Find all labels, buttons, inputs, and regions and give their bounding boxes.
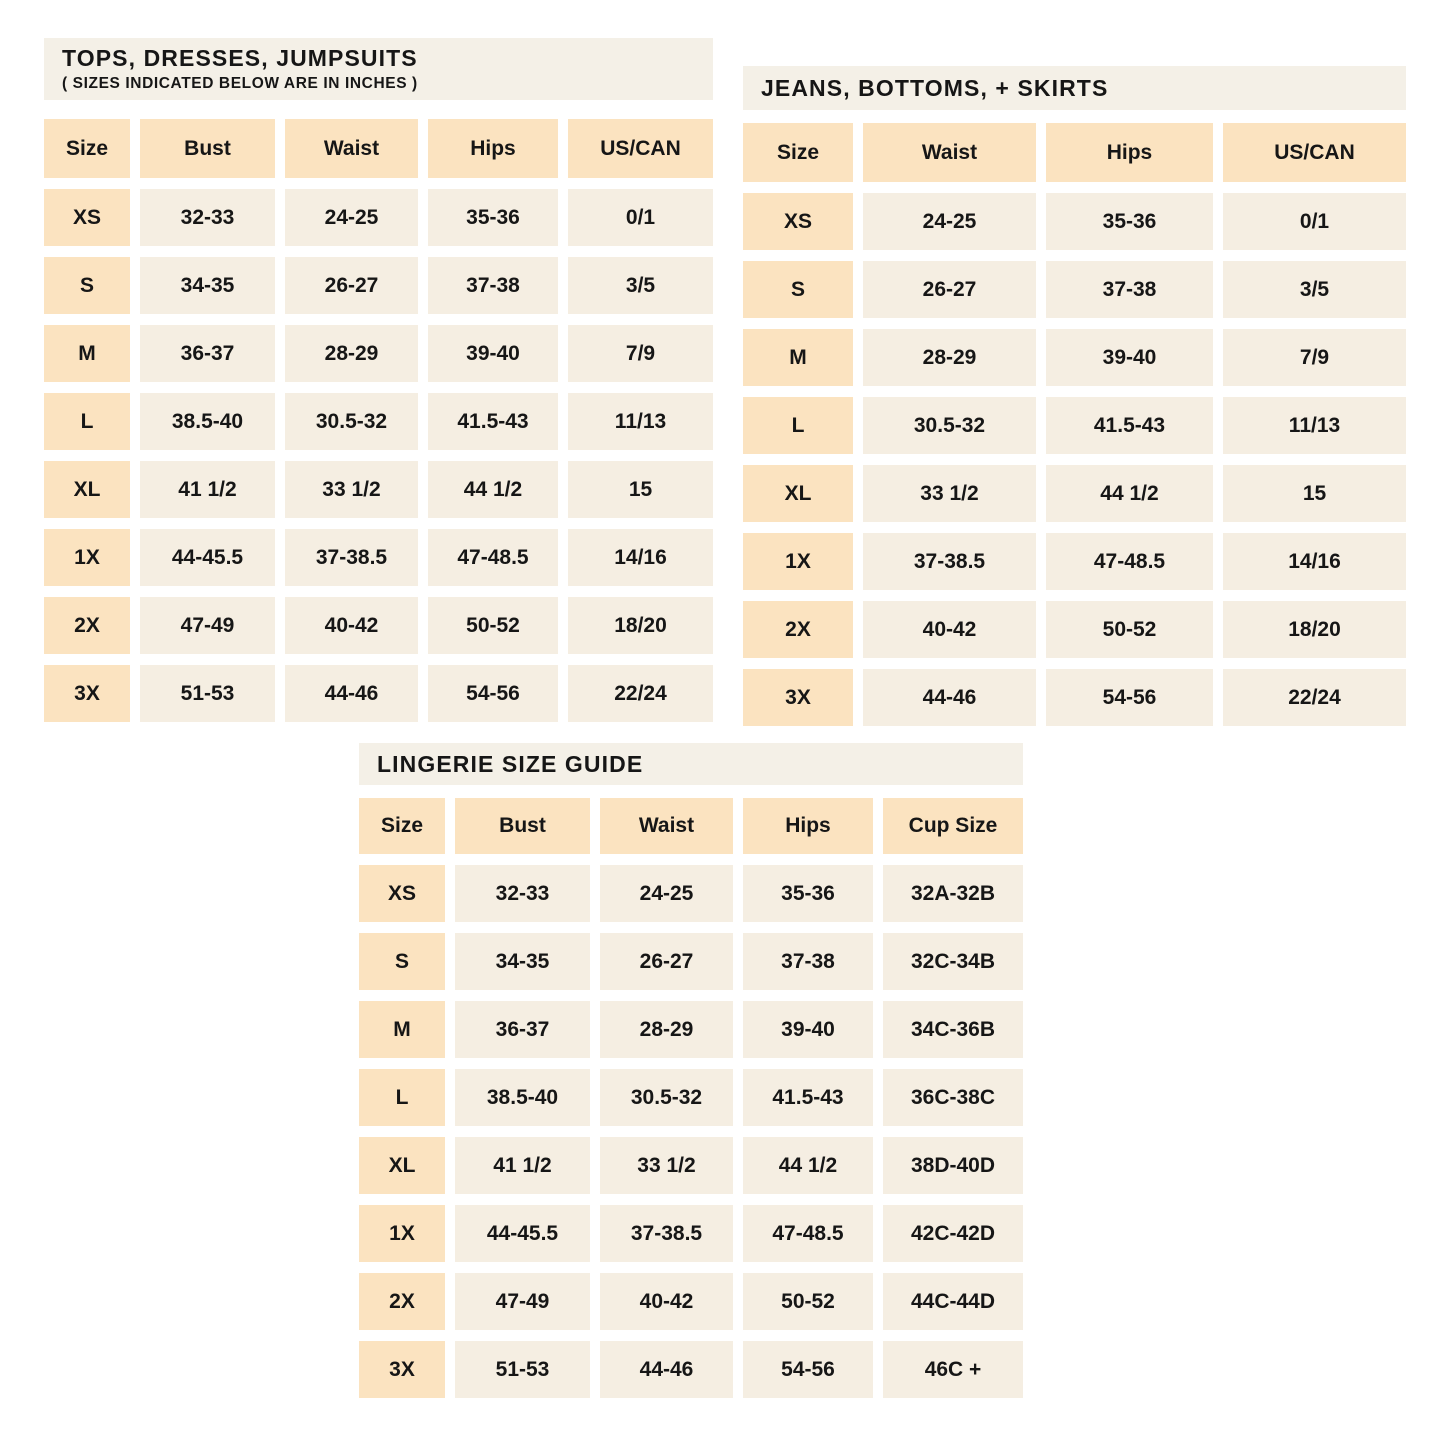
measurement-cell: 44-46 — [285, 665, 418, 722]
measurement-cell: 41.5-43 — [428, 393, 558, 450]
measurement-cell: 33 1/2 — [285, 461, 418, 518]
size-label-cell: 1X — [743, 533, 853, 590]
measurement-cell: 51-53 — [455, 1341, 590, 1398]
measurement-cell: 42C-42D — [883, 1205, 1023, 1262]
measurement-cell: 39-40 — [1046, 329, 1213, 386]
lingerie-title: LINGERIE SIZE GUIDE — [377, 750, 644, 777]
measurement-cell: 37-38.5 — [863, 533, 1036, 590]
column-header-cell: US/CAN — [1223, 123, 1406, 182]
measurement-cell: 54-56 — [743, 1341, 873, 1398]
size-label-cell: L — [359, 1069, 445, 1126]
measurement-cell: 24-25 — [600, 865, 733, 922]
measurement-cell: 41.5-43 — [1046, 397, 1213, 454]
measurement-cell: 32A-32B — [883, 865, 1023, 922]
tops-subtitle: ( SIZES INDICATED BELOW ARE IN INCHES ) — [62, 75, 418, 92]
measurement-cell: 44-45.5 — [455, 1205, 590, 1262]
measurement-cell: 11/13 — [568, 393, 713, 450]
measurement-cell: 28-29 — [863, 329, 1036, 386]
measurement-cell: 41 1/2 — [455, 1137, 590, 1194]
measurement-cell: 44-46 — [863, 669, 1036, 726]
size-label-cell: S — [743, 261, 853, 318]
jeans-title: JEANS, BOTTOMS, + SKIRTS — [761, 74, 1109, 101]
measurement-cell: 26-27 — [863, 261, 1036, 318]
column-header-cell: Hips — [428, 119, 558, 178]
measurement-cell: 36-37 — [455, 1001, 590, 1058]
size-label-cell: S — [359, 933, 445, 990]
measurement-cell: 44 1/2 — [428, 461, 558, 518]
measurement-cell: 39-40 — [743, 1001, 873, 1058]
size-label-cell: 2X — [743, 601, 853, 658]
measurement-cell: 38.5-40 — [140, 393, 275, 450]
measurement-cell: 34-35 — [140, 257, 275, 314]
measurement-cell: 37-38.5 — [285, 529, 418, 586]
measurement-cell: 30.5-32 — [863, 397, 1036, 454]
measurement-cell: 32C-34B — [883, 933, 1023, 990]
measurement-cell: 15 — [1223, 465, 1406, 522]
measurement-cell: 30.5-32 — [600, 1069, 733, 1126]
measurement-cell: 32-33 — [140, 189, 275, 246]
measurement-cell: 22/24 — [568, 665, 713, 722]
measurement-cell: 26-27 — [285, 257, 418, 314]
measurement-cell: 18/20 — [568, 597, 713, 654]
measurement-cell: 7/9 — [1223, 329, 1406, 386]
measurement-cell: 37-38 — [428, 257, 558, 314]
size-label-cell: M — [359, 1001, 445, 1058]
measurement-cell: 54-56 — [1046, 669, 1213, 726]
measurement-cell: 47-49 — [140, 597, 275, 654]
column-header-cell: Bust — [455, 798, 590, 854]
column-header-cell: Bust — [140, 119, 275, 178]
measurement-cell: 11/13 — [1223, 397, 1406, 454]
measurement-cell: 7/9 — [568, 325, 713, 382]
size-label-cell: XL — [44, 461, 130, 518]
size-label-cell: 2X — [44, 597, 130, 654]
measurement-cell: 14/16 — [1223, 533, 1406, 590]
measurement-cell: 22/24 — [1223, 669, 1406, 726]
measurement-cell: 41.5-43 — [743, 1069, 873, 1126]
column-header-cell: Waist — [863, 123, 1036, 182]
measurement-cell: 33 1/2 — [600, 1137, 733, 1194]
size-label-cell: 2X — [359, 1273, 445, 1330]
column-header-cell: US/CAN — [568, 119, 713, 178]
measurement-cell: 3/5 — [568, 257, 713, 314]
measurement-cell: 39-40 — [428, 325, 558, 382]
measurement-cell: 36-37 — [140, 325, 275, 382]
jeans-size-table — [743, 123, 1406, 726]
size-label-cell: XS — [743, 193, 853, 250]
measurement-cell: 35-36 — [428, 189, 558, 246]
measurement-cell: 0/1 — [568, 189, 713, 246]
measurement-cell: 26-27 — [600, 933, 733, 990]
measurement-cell: 15 — [568, 461, 713, 518]
measurement-cell: 47-48.5 — [428, 529, 558, 586]
measurement-cell: 44-45.5 — [140, 529, 275, 586]
measurement-cell: 18/20 — [1223, 601, 1406, 658]
size-label-cell: XL — [743, 465, 853, 522]
measurement-cell: 40-42 — [863, 601, 1036, 658]
column-header-cell: Size — [359, 798, 445, 854]
column-header-cell: Hips — [743, 798, 873, 854]
measurement-cell: 36C-38C — [883, 1069, 1023, 1126]
measurement-cell: 3/5 — [1223, 261, 1406, 318]
measurement-cell: 0/1 — [1223, 193, 1406, 250]
column-header-cell: Waist — [285, 119, 418, 178]
measurement-cell: 37-38.5 — [600, 1205, 733, 1262]
jeans-bottoms-skirts-section — [743, 66, 1406, 726]
size-label-cell: XS — [359, 865, 445, 922]
lingerie-title-bar — [359, 743, 1023, 785]
column-header-cell: Size — [743, 123, 853, 182]
measurement-cell: 44C-44D — [883, 1273, 1023, 1330]
column-header-cell: Hips — [1046, 123, 1213, 182]
measurement-cell: 33 1/2 — [863, 465, 1036, 522]
measurement-cell: 24-25 — [863, 193, 1036, 250]
measurement-cell: 51-53 — [140, 665, 275, 722]
size-label-cell: M — [44, 325, 130, 382]
measurement-cell: 28-29 — [285, 325, 418, 382]
measurement-cell: 44 1/2 — [1046, 465, 1213, 522]
measurement-cell: 50-52 — [743, 1273, 873, 1330]
measurement-cell: 32-33 — [455, 865, 590, 922]
measurement-cell: 40-42 — [600, 1273, 733, 1330]
measurement-cell: 35-36 — [1046, 193, 1213, 250]
measurement-cell: 50-52 — [1046, 601, 1213, 658]
size-label-cell: L — [44, 393, 130, 450]
size-label-cell: XL — [359, 1137, 445, 1194]
measurement-cell: 34-35 — [455, 933, 590, 990]
size-label-cell: 1X — [359, 1205, 445, 1262]
measurement-cell: 34C-36B — [883, 1001, 1023, 1058]
tops-size-table — [44, 119, 713, 722]
size-label-cell: M — [743, 329, 853, 386]
size-label-cell: 3X — [359, 1341, 445, 1398]
size-label-cell: 3X — [743, 669, 853, 726]
lingerie-size-guide-section — [359, 743, 1023, 1398]
measurement-cell: 28-29 — [600, 1001, 733, 1058]
measurement-cell: 38.5-40 — [455, 1069, 590, 1126]
measurement-cell: 30.5-32 — [285, 393, 418, 450]
measurement-cell: 40-42 — [285, 597, 418, 654]
size-label-cell: XS — [44, 189, 130, 246]
size-label-cell: 1X — [44, 529, 130, 586]
measurement-cell: 47-49 — [455, 1273, 590, 1330]
column-header-cell: Size — [44, 119, 130, 178]
column-header-cell: Cup Size — [883, 798, 1023, 854]
measurement-cell: 38D-40D — [883, 1137, 1023, 1194]
measurement-cell: 44 1/2 — [743, 1137, 873, 1194]
size-label-cell: L — [743, 397, 853, 454]
column-header-cell: Waist — [600, 798, 733, 854]
measurement-cell: 54-56 — [428, 665, 558, 722]
tops-title: TOPS, DRESSES, JUMPSUITS — [62, 45, 418, 71]
measurement-cell: 37-38 — [1046, 261, 1213, 318]
size-label-cell: 3X — [44, 665, 130, 722]
measurement-cell: 35-36 — [743, 865, 873, 922]
measurement-cell: 41 1/2 — [140, 461, 275, 518]
measurement-cell: 47-48.5 — [743, 1205, 873, 1262]
measurement-cell: 24-25 — [285, 189, 418, 246]
lingerie-size-table — [359, 798, 1023, 1398]
measurement-cell: 46C + — [883, 1341, 1023, 1398]
size-label-cell: S — [44, 257, 130, 314]
measurement-cell: 47-48.5 — [1046, 533, 1213, 590]
measurement-cell: 14/16 — [568, 529, 713, 586]
jeans-title-bar — [743, 66, 1406, 110]
tops-title-bar — [44, 38, 713, 100]
tops-dresses-jumpsuits-section — [44, 38, 713, 722]
measurement-cell: 50-52 — [428, 597, 558, 654]
measurement-cell: 37-38 — [743, 933, 873, 990]
measurement-cell: 44-46 — [600, 1341, 733, 1398]
